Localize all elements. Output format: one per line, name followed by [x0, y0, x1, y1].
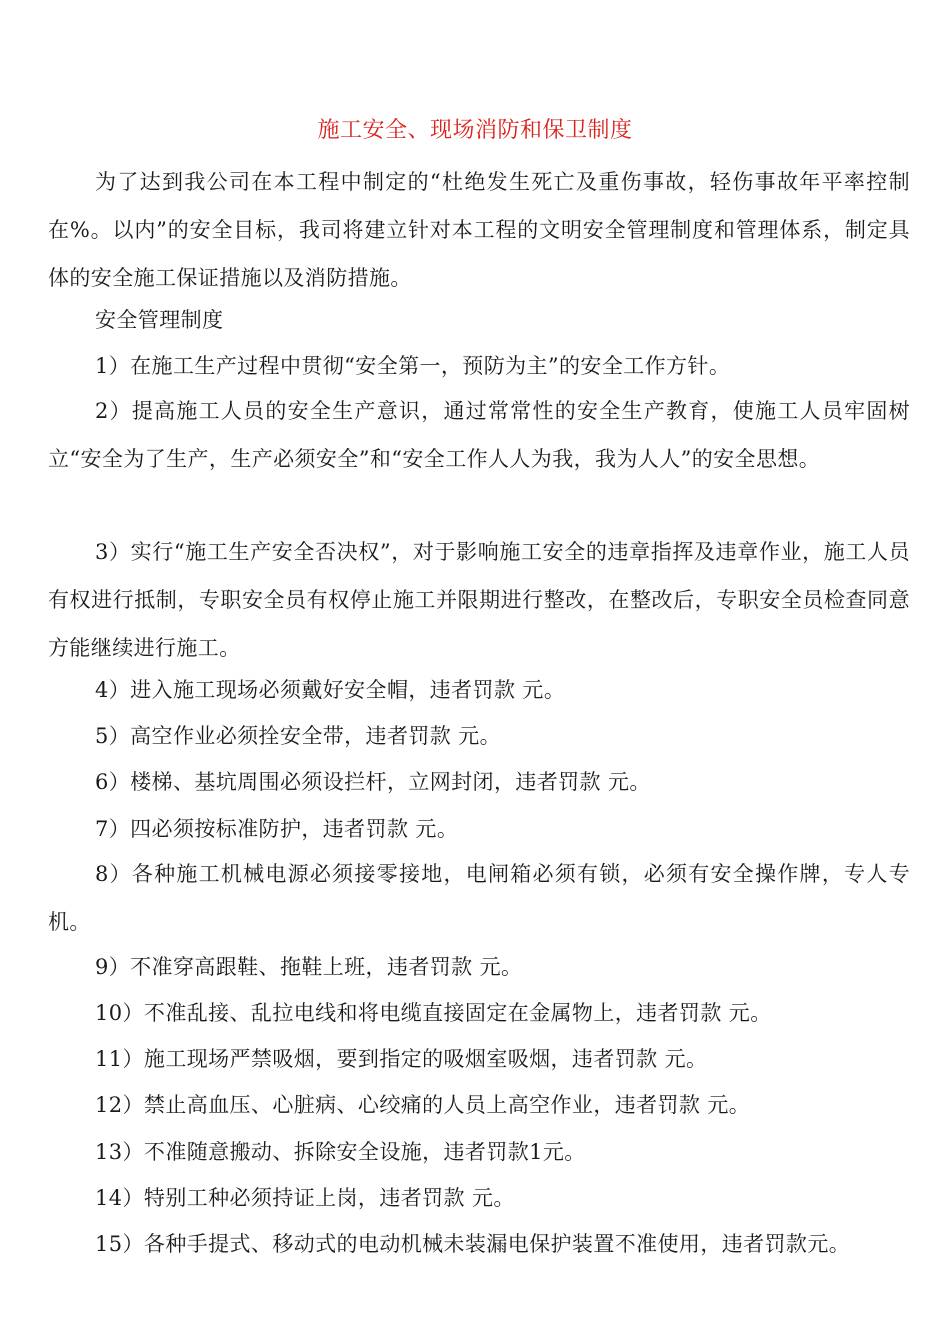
rule-item-7: 7）四必须按标准防护，违者罚款 元。	[95, 817, 459, 841]
rule-item-10: 10）不准乱接、乱拉电线和将电缆直接固定在金属物上，违者罚款 元。	[95, 1001, 772, 1025]
rule-item-4: 4）进入施工现场必须戴好安全帽，违者罚款 元。	[95, 678, 566, 702]
rule-item-8: 8）各种施工机械电源必须接零接地，电闸箱必须有锁，必须有安全操作牌，专人专机。	[48, 862, 910, 934]
rule-item-12: 12）禁止高血压、心脏病、心绞痛的人员上高空作业，违者罚款 元。	[95, 1093, 751, 1117]
rule-item-5: 5）高空作业必须拴安全带，违者罚款 元。	[95, 724, 502, 748]
intro-paragraph: 为了达到我公司在本工程中制定的“杜绝发生死亡及重伤事故，轻伤事故年平率控制在%。以内”的安全目标，我司将建立针对本工程的文明安全管理制度和管理体系，制定具体的安全施工保证措施以及消防措施。	[48, 170, 910, 290]
rule-item-6: 6）楼梯、基坑周围必须设拦杆，立网封闭，违者罚款 元。	[95, 770, 651, 794]
rule-item-1: 1）在施工生产过程中贯彻“安全第一，预防为主”的安全工作方针。	[95, 354, 731, 378]
section-heading: 安全管理制度	[95, 308, 224, 332]
rule-item-3: 3）实行“施工生产安全否决权”，对于影响施工安全的违章指挥及违章作业，施工人员有权进行抵制，专职安全员有权停止施工并限期进行整改，在整改后，专职安全员检查同意方能继续进行施工。	[48, 540, 910, 660]
rule-item-9: 9）不准穿高跟鞋、拖鞋上班，违者罚款 元。	[95, 955, 523, 979]
rule-item-2: 2）提高施工人员的安全生产意识，通过常常性的安全生产教育，使施工人员牢固树立“安全为了生产，生产必须安全”和“安全工作人人为我，我为人人”的安全思想。	[48, 399, 910, 471]
rule-item-14: 14）特别工种必须持证上岗，违者罚款 元。	[95, 1186, 515, 1210]
rule-item-13: 13）不准随意搬动、拆除安全设施，违者罚款1元。	[95, 1140, 586, 1164]
rule-item-15: 15）各种手提式、移动式的电动机械未装漏电保护装置不准使用，违者罚款元。	[95, 1232, 851, 1256]
rule-item-11: 11）施工现场严禁吸烟，要到指定的吸烟室吸烟，违者罚款 元。	[95, 1047, 708, 1071]
document-title: 施工安全、现场消防和保卫制度	[317, 118, 633, 143]
